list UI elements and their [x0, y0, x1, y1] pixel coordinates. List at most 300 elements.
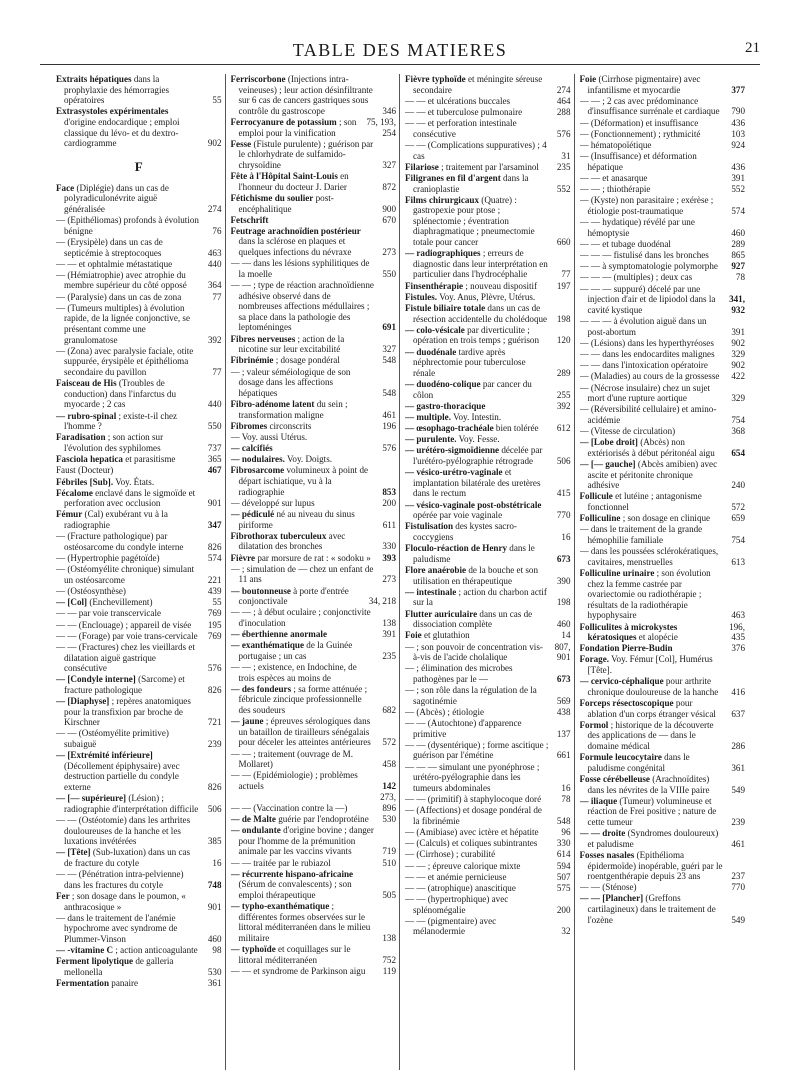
- entry-heading: — boutonneuse: [230, 585, 291, 596]
- entry-text: [56, 553, 200, 564]
- entry-heading: — œsophago-trachéale: [405, 423, 494, 434]
- section-letter: F: [134, 158, 143, 174]
- entry-text: [230, 607, 375, 628]
- entry-text: [579, 567, 724, 621]
- entry-text: [405, 248, 549, 280]
- entry-description: — — — à évolution aiguë dans un post-abortum: [579, 315, 707, 337]
- index-entry: [231, 215, 397, 226]
- entry-heading: Fibromes: [230, 420, 268, 431]
- entry-description: — hématopoïétique: [579, 139, 652, 150]
- entry-description: du sein ; transformation maligne: [238, 398, 348, 420]
- index-entry: [231, 770, 397, 791]
- index-entry: [56, 215, 222, 236]
- entry-page: 138: [382, 617, 396, 628]
- entry-page: 327: [382, 344, 396, 355]
- entry-heading: — jaune: [230, 716, 264, 727]
- entry-page: 721: [207, 717, 222, 728]
- entry-text: [230, 901, 375, 943]
- entry-page: 391: [731, 172, 745, 183]
- index-entry: [56, 945, 222, 956]
- entry-page: 460: [556, 619, 571, 630]
- entry-text: [230, 965, 375, 977]
- index-entry: [580, 491, 746, 512]
- entry-text: [579, 348, 724, 360]
- entry-description: ; dosage pondéral: [273, 355, 340, 366]
- entry-text: [405, 423, 549, 434]
- entry-page: 77: [561, 269, 571, 280]
- entry-text: [230, 192, 375, 214]
- entry-description: — — (Forage) par voie trans-cervicale: [56, 630, 198, 641]
- entry-description: dans le paludisme: [413, 543, 535, 564]
- index-entry: [405, 740, 571, 761]
- index-column-2: [231, 74, 401, 1070]
- entry-heading: Fosses nasales: [579, 849, 635, 860]
- entry-text: [579, 524, 724, 545]
- index-entry: [56, 642, 222, 674]
- entry-heading: Fétichisme du soulier: [230, 192, 314, 203]
- index-entry: [231, 825, 397, 857]
- entry-page: 461: [382, 409, 396, 420]
- entry-description: — (Déformation) et insuffisance: [579, 117, 699, 128]
- entry-description: — dans les poussées sclérokératiques, cavitaires, menstruelles: [579, 546, 719, 567]
- entry-heading: Face: [56, 182, 75, 193]
- index-entry: [231, 171, 397, 192]
- entry-description: (Diplégie) dans un cas de polyradiculonévrite aiguë généralisée: [64, 182, 169, 214]
- entry-page: 576: [207, 663, 222, 674]
- index-entry: [231, 509, 397, 530]
- index-entry: [56, 270, 222, 291]
- index-entry: [231, 586, 397, 607]
- entry-page: 78: [561, 793, 571, 804]
- entry-page: 77: [212, 291, 222, 302]
- entry-heading: — [Col]: [56, 597, 88, 608]
- entry-page: 748: [207, 879, 222, 890]
- index-entry: [405, 445, 571, 466]
- index-entry: [405, 248, 571, 280]
- entry-description: — (Zona) avec paralysie faciale, otite suppurée, érysipèle et épithélioma secondaire du pavillon: [56, 345, 194, 377]
- index-entry: [580, 404, 746, 425]
- entry-text: [56, 258, 200, 270]
- entry-page: 691: [382, 322, 396, 333]
- entry-page: 14: [561, 630, 571, 641]
- entry-text: [579, 676, 724, 697]
- index-entry: [405, 379, 571, 400]
- index-entry: [580, 74, 746, 95]
- index-entry: [405, 303, 571, 324]
- entry-description: dans un cas de dissociation complète: [413, 608, 533, 630]
- entry-description: — — ; type de réaction arachnoïdienne adhésive observé dans de nombreuses affections médullaires ; sa place dans la pathologie des leptoméninges: [230, 280, 374, 333]
- entry-heading: Fébriles [Sub].: [56, 476, 114, 487]
- entry-page: 463: [207, 247, 222, 258]
- entry-page: 34, 218: [368, 596, 396, 607]
- entry-description: — (Calculs) et coliques subintrantes: [405, 838, 538, 849]
- index-entry: [56, 454, 222, 465]
- entry-description: opérée par voie vaginale: [413, 510, 503, 521]
- index-entry: [231, 564, 397, 585]
- entry-text: [56, 378, 200, 410]
- entry-description: dans un cas de résection accidentelle du cholédoque: [413, 303, 548, 324]
- index-entry: [580, 383, 746, 404]
- entry-description: Voy. Anus, Plèvre, Utérus.: [437, 291, 536, 302]
- entry-page: 611: [382, 519, 396, 530]
- entry-text: [579, 882, 724, 893]
- entry-page: 200: [556, 904, 571, 915]
- entry-page: 364: [207, 280, 222, 291]
- index-entry: [405, 281, 571, 292]
- entry-description: — (Abcès) ; étiologie: [405, 706, 485, 717]
- index-entry: [580, 261, 746, 272]
- entry-text: [56, 269, 200, 291]
- entry-heading: — [Extrémité inférieure]: [56, 750, 153, 761]
- entry-page: 240: [731, 480, 745, 491]
- index-entry: [231, 869, 397, 901]
- entry-description: dans le paludisme congénital: [587, 752, 690, 773]
- index-entry: [405, 195, 571, 248]
- entry-page: 273: [382, 247, 396, 258]
- entry-description: — — et tuberculose pulmonaire: [405, 106, 523, 117]
- entry-page: 826: [207, 684, 222, 695]
- index-entry: [231, 117, 397, 138]
- entry-page: 289: [556, 367, 571, 378]
- entry-description: — (Erysipèle) dans un cas de septicémie à streptocoques: [56, 236, 163, 258]
- entry-text: [405, 106, 549, 118]
- index-entry: [405, 74, 571, 95]
- entry-heading: Fasciola hepatica: [56, 454, 123, 465]
- entry-heading: Fièvre: [230, 552, 256, 563]
- index-entry: [231, 454, 397, 465]
- index-entry: [405, 794, 571, 805]
- entry-description: (Abcès) non extériorisés à début péritonéal aigu: [587, 437, 715, 458]
- entry-text: [230, 138, 375, 171]
- entry-text: [405, 849, 549, 860]
- entry-heading: Fibrothorax tuberculeux: [230, 530, 327, 541]
- entry-text: [579, 491, 724, 512]
- entry-description: et lutéine ; antagonisme fonctionnel: [587, 491, 702, 512]
- entry-page: 594: [556, 860, 571, 871]
- index-entry: [405, 587, 571, 608]
- entry-description: Voy. Fémur [Col], Humérus [Tête].: [587, 654, 713, 676]
- index-entry: [405, 707, 571, 718]
- entry-heading: Extrasystoles expérimentales: [56, 106, 169, 117]
- index-entry: [580, 720, 746, 752]
- index-entry: [405, 827, 571, 838]
- index-entry: [405, 609, 571, 630]
- entry-description: — — (Vaccination contre la —): [230, 802, 348, 813]
- entry-heading: Fistulisation: [405, 521, 454, 532]
- entry-heading: Folliculites à microkystes kératosiques: [579, 621, 678, 643]
- index-entry: [580, 184, 746, 195]
- entry-text: [405, 706, 549, 718]
- entry-heading: — purulente.: [405, 434, 457, 445]
- entry-heading: Feutrage arachnoïdien postérieur: [230, 225, 361, 236]
- entry-description: — — (Ostéotomie) dans les arthrites douloureuses de la hanche et les luxations invétérées: [56, 815, 191, 847]
- entry-text: [405, 805, 549, 826]
- entry-page: 239: [731, 816, 745, 827]
- index-entry: [580, 676, 746, 697]
- entry-heading: Ferriscorbone: [230, 74, 286, 84]
- entry-description: — (Affections) et dosage pondéral de la fibrinémie: [405, 805, 542, 826]
- entry-text: [230, 629, 375, 640]
- entry-description: — (Nécrose insulaire) chez un sujet mort d'une rupture aortique: [579, 382, 711, 404]
- entry-text: [579, 459, 724, 491]
- index-entry: [405, 543, 571, 564]
- entry-text: [56, 597, 200, 608]
- entry-text: [579, 654, 724, 676]
- entry-heading: Folliculine: [579, 513, 621, 524]
- entry-page: 75, 193, 254: [366, 116, 396, 138]
- entry-text: [405, 74, 549, 95]
- index-entry: [405, 565, 571, 586]
- entry-description: des kystes sacro-coccygiens: [413, 521, 517, 542]
- index-entry: [405, 107, 571, 118]
- entry-text: [579, 404, 724, 425]
- entry-description: ; action de la nicotine sur leur excitabilité: [238, 333, 345, 355]
- entry-page: 390: [556, 575, 571, 586]
- entry-text: [579, 151, 724, 172]
- index-entry: [580, 513, 746, 524]
- entry-description: — — — (multiples) ; deux cas: [579, 272, 693, 283]
- entry-page: 549: [731, 784, 745, 795]
- entry-text: [56, 890, 200, 912]
- entry-description: décelée par l'urétéro-pyélographie rétrograde: [413, 445, 543, 467]
- entry-description: — ; valeur séméiologique de son dosage dans les affections hépatiques: [230, 366, 351, 398]
- entry-text: [579, 217, 724, 238]
- entry-heading: — duodéno-colique: [405, 378, 481, 389]
- entry-text: [230, 280, 375, 333]
- entry-description: — (Maladies) au cours de la grossesse: [579, 371, 720, 382]
- entry-page: 237: [731, 871, 745, 882]
- entry-page: 612: [556, 423, 571, 434]
- index-entry: [231, 792, 397, 813]
- entry-page: 16: [561, 532, 571, 542]
- entry-text: [405, 663, 549, 684]
- entry-page: 572: [731, 502, 745, 512]
- entry-text: [230, 74, 375, 116]
- entry-description: en l'honneur du docteur J. Darier: [238, 171, 349, 192]
- entry-page: 660: [556, 237, 571, 248]
- entry-description: — — traitée par le rubiazol: [230, 857, 331, 868]
- entry-page: 392: [556, 400, 571, 411]
- entry-text: [405, 346, 549, 379]
- entry-description: Faust (Docteur): [56, 465, 114, 476]
- entry-page: 770: [556, 510, 571, 521]
- entry-text: [405, 608, 549, 630]
- entry-description: et coquillages sur le littoral méditerranéen: [238, 944, 351, 965]
- entry-heading: — pédiculé: [230, 509, 275, 520]
- entry-description: (Troubles de conduction) dans l'infarctus du myocarde ; 2 cas: [64, 378, 176, 410]
- entry-heading: — typho-exanthématique: [230, 901, 330, 912]
- entry-text: [579, 382, 724, 404]
- entry-heading: Fer: [56, 890, 70, 901]
- entry-page: 661: [556, 750, 571, 761]
- entry-heading: Fondation Pierre-Budin: [579, 643, 673, 654]
- entry-page: 235: [556, 161, 571, 172]
- entry-description: et implantation bilatérale des uretères dans le rectum: [413, 467, 541, 499]
- entry-text: [579, 315, 724, 337]
- entry-description: — (Amibiase) avec ictère et hépatite: [405, 826, 539, 837]
- entry-text: [56, 487, 200, 509]
- entry-page: 196, 435: [729, 621, 745, 643]
- entry-description: (Cirrhose pigmentaire) avec infantilisme et myocardie: [587, 74, 701, 95]
- index-entry: [56, 631, 222, 642]
- entry-heading: Faisceau de His: [56, 378, 117, 389]
- index-entry: [231, 399, 397, 420]
- entry-page: 195: [207, 619, 222, 630]
- entry-text: [56, 215, 200, 236]
- entry-text: [405, 838, 549, 849]
- entry-text: [230, 366, 375, 399]
- entry-heading: Forage.: [579, 654, 610, 665]
- entry-text: [579, 74, 724, 95]
- entry-text: [56, 630, 200, 642]
- entry-text: [579, 426, 724, 437]
- entry-page: 769: [207, 630, 222, 641]
- index-entry: [580, 129, 746, 140]
- entry-text: [405, 378, 549, 400]
- entry-text: [230, 770, 375, 791]
- index-entry: [231, 432, 397, 443]
- entry-page: 552: [731, 184, 745, 195]
- entry-page: 119: [382, 965, 396, 976]
- entry-text: [56, 74, 200, 106]
- entry-page: 460: [731, 227, 745, 238]
- index-entry: [56, 956, 222, 977]
- entry-description: — — hydatique) révélé par une hémoptysie: [579, 217, 695, 238]
- entry-description: panaire: [109, 978, 139, 989]
- entry-page: 550: [207, 421, 222, 432]
- entry-text: [230, 662, 375, 683]
- entry-text: [405, 882, 549, 894]
- entry-heading: — [Tête]: [56, 847, 91, 858]
- entry-heading: — intestinale: [405, 586, 457, 597]
- entry-text: [56, 956, 200, 977]
- index-entry: [231, 498, 397, 509]
- index-entry: [56, 674, 222, 695]
- entry-description: (Sarcome) et fracture pathologique: [64, 674, 185, 695]
- index-entry: [405, 325, 571, 346]
- entry-text: [405, 445, 549, 467]
- entry-description: par morsure de rat : « sodoku »: [255, 552, 371, 563]
- entry-text: [405, 641, 549, 663]
- index-entry: [405, 642, 571, 663]
- entry-text: [405, 630, 549, 641]
- entry-text: [56, 476, 200, 488]
- entry-description: — — par voie transcervicale: [56, 608, 162, 619]
- entry-text: [405, 543, 549, 564]
- entry-page: 329: [731, 393, 745, 404]
- entry-page: 103: [731, 128, 745, 139]
- entry-text: [579, 828, 724, 849]
- index-entry: [405, 762, 571, 794]
- entry-description: — — (pigmentaire) avec mélanodermie: [405, 915, 497, 937]
- entry-description: — (Réversibilité cellulaire) et amino-acidémie: [579, 404, 717, 425]
- entry-page: 902: [731, 360, 745, 371]
- entry-page: 16: [212, 857, 222, 868]
- entry-page: 365: [207, 454, 222, 465]
- entry-heading: — nodulaires.: [230, 454, 285, 465]
- entry-page: 368: [731, 426, 745, 437]
- entry-text: [230, 683, 375, 716]
- index-column-1: [56, 74, 226, 1070]
- entry-page: 550: [382, 268, 396, 279]
- entry-heading: Fibrosarcome: [230, 465, 285, 476]
- entry-text: [56, 410, 200, 432]
- index-entry: [580, 316, 746, 337]
- index-entry: [405, 630, 571, 641]
- entry-page: 770: [731, 882, 745, 893]
- entry-page: 142: [382, 781, 396, 791]
- entry-text: [405, 194, 549, 248]
- index-entry: [231, 966, 397, 977]
- entry-description: — — (Sténose): [579, 882, 637, 893]
- entry-heading: — récurrente hispano-africaine: [230, 868, 354, 879]
- entry-text: [405, 915, 549, 937]
- entry-description: — Voy. aussi Utérus.: [230, 431, 308, 442]
- entry-page: 221: [207, 574, 222, 585]
- entry-text: [579, 893, 724, 925]
- entry-text: [230, 802, 375, 814]
- index-entry: [56, 891, 222, 912]
- entry-page: 286: [731, 741, 745, 751]
- index-column-4: [580, 74, 749, 1070]
- entry-description: par diverticulite ; opération en trois temps ; guérison: [413, 324, 540, 346]
- index-entry: [580, 796, 746, 828]
- index-columns: [56, 74, 748, 1070]
- entry-page: 55: [212, 597, 222, 608]
- index-entry: [405, 685, 571, 706]
- entry-description: — (Epithéliomas) profonds à évolution bénigne: [56, 215, 199, 236]
- entry-heading: — cervico-céphalique: [579, 676, 664, 687]
- entry-text: [579, 849, 724, 882]
- entry-text: [405, 172, 549, 194]
- index-entry: [580, 568, 746, 621]
- entry-heading: Foie: [405, 630, 422, 641]
- entry-page: 752: [382, 954, 396, 965]
- entry-description: guérie par l'endoprotéine: [275, 813, 369, 824]
- entry-page: 438: [556, 706, 571, 717]
- index-entry: [580, 850, 746, 882]
- entry-page: 347: [207, 520, 222, 531]
- entry-heading: Fibres nerveuses: [230, 333, 296, 344]
- entry-page: 548: [382, 387, 396, 398]
- entry-page: 78: [735, 272, 745, 283]
- entry-description: d'origine bovine ; danger pour l'homme de la prémunition animale par les vaccins vivants: [238, 825, 374, 857]
- page-title: TABLE DES MATIERES: [292, 40, 508, 60]
- entry-page: 754: [731, 534, 745, 545]
- entry-heading: Films chirurgicaux: [405, 194, 480, 205]
- entry-description: ; action anticoagulante: [113, 945, 198, 956]
- entry-page: 548: [382, 355, 396, 366]
- index-entry: [405, 849, 571, 860]
- entry-description: Voy. Fesse.: [456, 434, 500, 445]
- entry-text: [579, 139, 724, 151]
- entry-text: [230, 465, 375, 497]
- entry-text: [579, 773, 724, 795]
- entry-description: ; son dosage en clinique: [620, 513, 711, 524]
- entry-text: [230, 431, 375, 443]
- entry-page: 32: [561, 926, 571, 937]
- entry-page: 440: [207, 258, 222, 269]
- entry-text: [579, 195, 724, 216]
- entry-page: 415: [556, 488, 571, 499]
- entry-page: 682: [382, 705, 396, 716]
- index-entry: [405, 521, 571, 542]
- index-entry: [405, 423, 571, 434]
- entry-text: [405, 434, 549, 445]
- entry-description: — (Vitesse de circulation): [579, 426, 676, 437]
- entry-page: 392: [207, 334, 222, 345]
- entry-text: [56, 641, 200, 674]
